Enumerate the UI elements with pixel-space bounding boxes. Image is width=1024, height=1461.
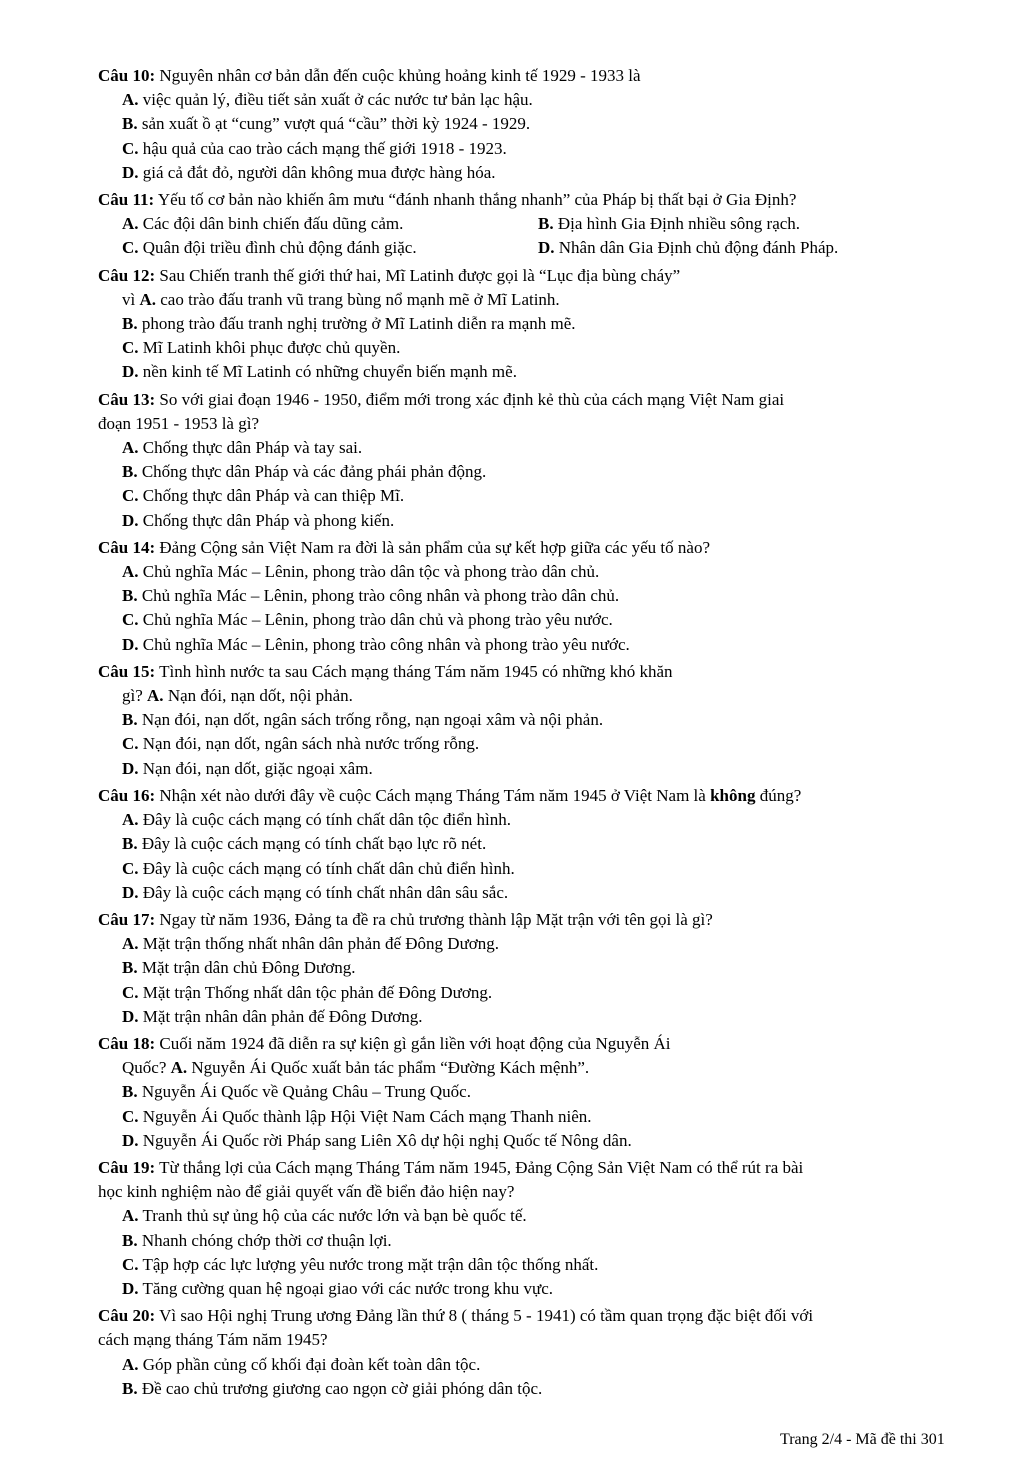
question-stem-continued: học kinh nghiệm nào để giải quyết vấn đề biển đảo hiện nay?	[98, 1182, 515, 1202]
question-12	[98, 264, 978, 385]
option-c: C. Chủ nghĩa Mác – Lênin, phong trào dân chủ và phong trào yêu nước.	[122, 610, 613, 630]
option-d: D. Nạn đói, nạn dốt, giặc ngoại xâm.	[122, 758, 373, 778]
page-footer: Trang 2/4 - Mã đề thi 301	[780, 1431, 945, 1448]
option-d: D. giá cả đắt đỏ, người dân không mua được hàng hóa.	[122, 162, 496, 182]
option-a: A. Các đội dân binh chiến đấu dũng cảm.	[122, 214, 404, 234]
option-b: B. Đây là cuộc cách mạng có tính chất bạo lực rõ nét.	[122, 834, 487, 854]
question-stem: Câu 17: Ngay từ năm 1936, Đảng ta đề ra chủ trương thành lập Mặt trận với tên gọi là gì?	[98, 909, 713, 929]
emphasis-text: không	[710, 785, 756, 805]
option-a: Quốc? A. Nguyễn Ái Quốc xuất bản tác phẩm “Đường Kách mệnh”.	[122, 1058, 590, 1078]
option-b: B. Chống thực dân Pháp và các đảng phái phản động.	[122, 462, 487, 482]
question-16	[98, 784, 978, 905]
option-d: D. Đây là cuộc cách mạng có tính chất nhân dân sâu sắc.	[122, 882, 509, 902]
question-stem: Câu 15: Tình hình nước ta sau Cách mạng tháng Tám năm 1945 có những khó khăn	[98, 661, 673, 681]
question-number: Câu 17:	[98, 909, 156, 929]
question-number: Câu 14:	[98, 537, 156, 557]
question-11	[98, 188, 978, 261]
question-stem: Câu 10: Nguyên nhân cơ bản dẫn đến cuộc khủng hoảng kinh tế 1929 - 1933 là	[98, 66, 641, 85]
question-stem: Câu 13: So với giai đoạn 1946 - 1950, điểm mới trong xác định kẻ thù của cách mạng Việt Nam giai	[98, 389, 785, 409]
question-number: Câu 19:	[98, 1157, 156, 1177]
option-b: B. Nhanh chóng chớp thời cơ thuận lợi.	[122, 1230, 392, 1250]
option-b: B. Mặt trận dân chủ Đông Dương.	[122, 958, 356, 978]
exam-page	[98, 64, 978, 1404]
option-d: D. Tăng cường quan hệ ngoại giao với các nước trong khu vực.	[122, 1278, 554, 1298]
question-number: Câu 13:	[98, 389, 156, 409]
option-a: vì A. cao trào đấu tranh vũ trang bùng nổ mạnh mẽ ở Mĩ Latinh.	[122, 289, 560, 309]
option-a: gì? A. Nạn đói, nạn dốt, nội phản.	[122, 686, 353, 706]
question-number: Câu 16:	[98, 785, 156, 805]
option-row	[98, 236, 978, 260]
option-a: A. Góp phần củng cố khối đại đoàn kết toàn dân tộc.	[122, 1354, 481, 1374]
option-c: C. Nguyễn Ái Quốc thành lập Hội Việt Nam Cách mạng Thanh niên.	[122, 1106, 592, 1126]
option-a: A. việc quản lý, điều tiết sản xuất ở các nước tư bản lạc hậu.	[122, 90, 533, 110]
option-d: D. Chống thực dân Pháp và phong kiến.	[122, 510, 395, 530]
option-c: C. Mặt trận Thống nhất dân tộc phản đế Đông Dương.	[122, 982, 493, 1002]
option-b: B. sản xuất ồ ạt “cung” vượt quá “cầu” thời kỳ 1924 - 1929.	[122, 114, 531, 134]
question-number: Câu 10:	[98, 66, 156, 85]
option-a: A. Tranh thủ sự ủng hộ của các nước lớn và bạn bè quốc tế.	[122, 1206, 527, 1226]
option-a: A. Chủ nghĩa Mác – Lênin, phong trào dân tộc và phong trào dân chủ.	[122, 562, 600, 582]
option-b: B. Nguyễn Ái Quốc về Quảng Châu – Trung Quốc.	[122, 1082, 471, 1102]
option-a: A. Mặt trận thống nhất nhân dân phản đế Đông Dương.	[122, 934, 500, 954]
question-15	[98, 660, 978, 781]
option-d: D. Nhân dân Gia Định chủ động đánh Pháp.	[538, 238, 839, 258]
question-19	[98, 1156, 978, 1301]
question-stem-continued: cách mạng tháng Tám năm 1945?	[98, 1330, 328, 1350]
question-18	[98, 1032, 978, 1153]
option-b: B. Nạn đói, nạn dốt, ngân sách trống rỗng, nạn ngoại xâm và nội phản.	[122, 710, 604, 730]
option-a: A. Đây là cuộc cách mạng có tính chất dân tộc điển hình.	[122, 810, 511, 830]
option-b: B. Địa hình Gia Định nhiều sông rạch.	[538, 214, 801, 234]
option-d: D. Nguyễn Ái Quốc rời Pháp sang Liên Xô dự hội nghị Quốc tế Nông dân.	[122, 1130, 632, 1150]
question-13	[98, 388, 978, 533]
option-c: C. Đây là cuộc cách mạng có tính chất dân chủ điển hình.	[122, 858, 515, 878]
question-stem: Câu 18: Cuối năm 1924 đã diễn ra sự kiện gì gắn liền với hoạt động của Nguyễn Ái	[98, 1033, 671, 1053]
option-b: B. Đề cao chủ trương giương cao ngọn cờ giải phóng dân tộc.	[122, 1378, 543, 1398]
question-10	[98, 64, 978, 185]
option-d: D. nền kinh tế Mĩ Latinh có những chuyển biến mạnh mẽ.	[122, 362, 517, 382]
option-c: C. Tập hợp các lực lượng yêu nước trong mặt trận dân tộc thống nhất.	[122, 1254, 599, 1274]
option-b: B. Chủ nghĩa Mác – Lênin, phong trào công nhân và phong trào dân chủ.	[122, 586, 620, 606]
option-b: B. phong trào đấu tranh nghị trường ở Mĩ Latinh diễn ra mạnh mẽ.	[122, 314, 576, 334]
option-c: C. Mĩ Latinh khôi phục được chủ quyền.	[122, 338, 401, 358]
question-number: Câu 15:	[98, 661, 156, 681]
option-d: D. Chủ nghĩa Mác – Lênin, phong trào công nhân và phong trào yêu nước.	[122, 634, 630, 654]
question-number: Câu 18:	[98, 1033, 156, 1053]
question-stem: Câu 11: Yếu tố cơ bản nào khiến âm mưu “đánh nhanh thắng nhanh” của Pháp bị thất bại ở Gia Định?	[98, 190, 797, 210]
question-stem: Câu 12: Sau Chiến tranh thế giới thứ hai, Mĩ Latinh được gọi là “Lục địa bùng cháy”	[98, 265, 681, 285]
question-stem-continued: đoạn 1951 - 1953 là gì?	[98, 413, 259, 433]
option-c: C. hậu quả của cao trào cách mạng thế giới 1918 - 1923.	[122, 138, 507, 158]
option-a: A. Chống thực dân Pháp và tay sai.	[122, 438, 363, 458]
option-row	[98, 212, 978, 236]
option-d: D. Mặt trận nhân dân phản đế Đông Dương.	[122, 1006, 423, 1026]
question-stem: Câu 20: Vì sao Hội nghị Trung ương Đảng lần thứ 8 ( tháng 5 - 1941) có tầm quan trọng đặc biệt đối với	[98, 1306, 814, 1326]
question-number: Câu 20:	[98, 1306, 156, 1326]
question-number: Câu 11:	[98, 190, 155, 210]
question-stem: Câu 16: Nhận xét nào dưới đây về cuộc Cách mạng Tháng Tám năm 1945 ở Việt Nam là không đúng?	[98, 785, 802, 805]
question-14	[98, 536, 978, 657]
question-17	[98, 908, 978, 1029]
question-20	[98, 1304, 978, 1401]
option-c: C. Nạn đói, nạn dốt, ngân sách nhà nước trống rỗng.	[122, 734, 480, 754]
question-stem: Câu 19: Từ thắng lợi của Cách mạng Tháng Tám năm 1945, Đảng Cộng Sản Việt Nam có thể rút ra bài	[98, 1157, 804, 1177]
question-stem: Câu 14: Đảng Cộng sản Việt Nam ra đời là sản phẩm của sự kết hợp giữa các yếu tố nào?	[98, 537, 710, 557]
question-number: Câu 12:	[98, 265, 156, 285]
option-c: C. Chống thực dân Pháp và can thiệp Mĩ.	[122, 486, 405, 506]
option-c: C. Quân đội triều đình chủ động đánh giặc.	[122, 238, 417, 258]
